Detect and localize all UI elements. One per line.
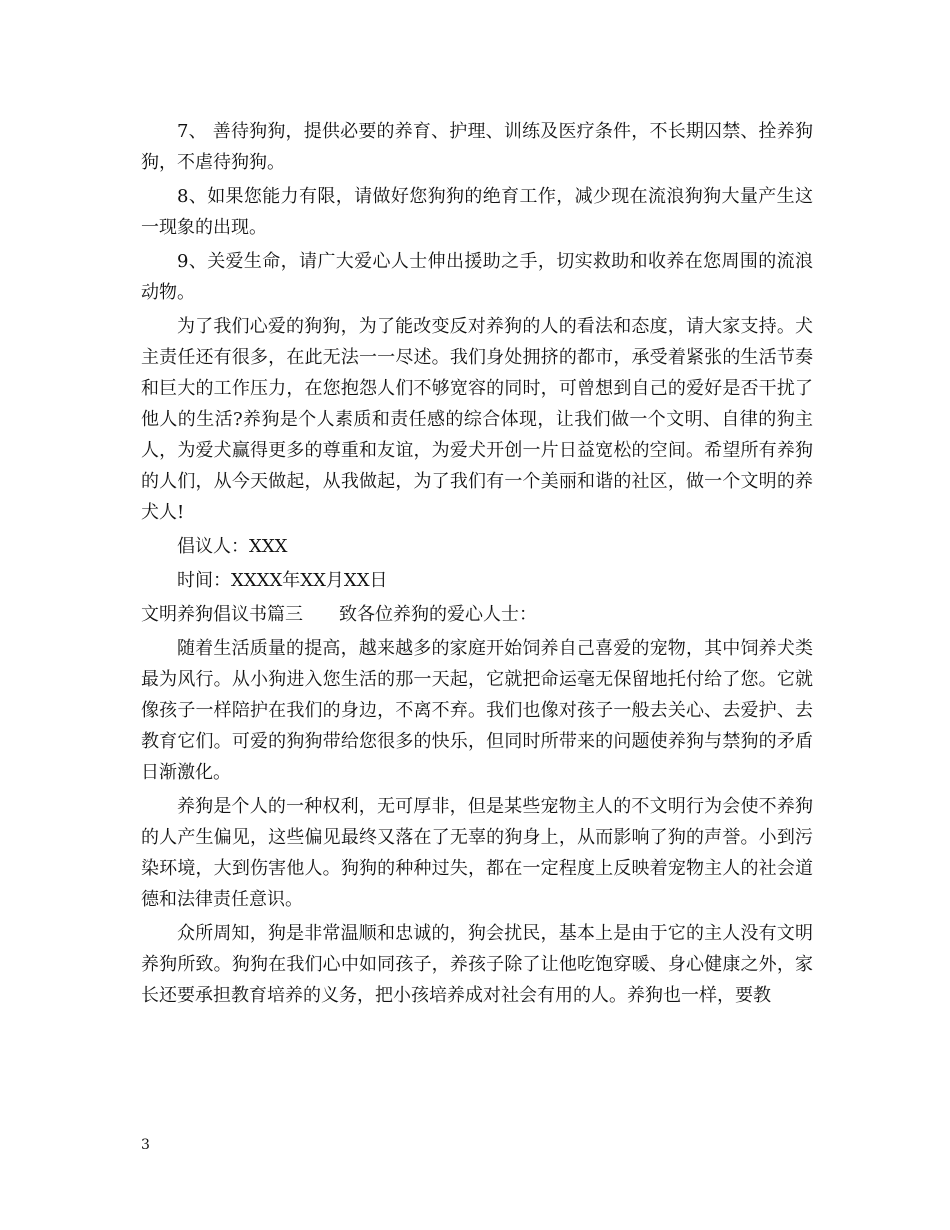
paragraph-loyalty: 众所周知，狗是非常温顺和忠诚的，狗会扰民，基本上是由于它的主人没有文明养狗所致。狗狗在我们心中如同孩子，养孩子除了让他吃饱穿暖、身心健康之外，家长还要承担教育培养的义务，把小孩培养成对社会有用的人。养狗也一样，要教 [141,923,813,1006]
date-line: 时间：XXXX年XX月XX日 [177,570,388,591]
paragraph-item-7: 7、 善待狗狗，提供必要的养育、护理、训练及医疗条件，不长期囚禁、拴养狗狗，不虐待狗狗。 [141,121,813,173]
paragraph-closing-appeal: 为了我们心爱的狗狗，为了能改变反对养狗的人的看法和态度，请大家支持。犬主责任还有很多，在此无法一一尽述。我们身处拥挤的都市，承受着紧张的生活节奏和巨大的工作压力，在您抱怨人们不够宽容的同时，可曾想到自己的爱好是否干扰了他人的生活?养狗是个人素质和责任感的综合体现，让我们做一个文明、自律的狗主人，为爱犬赢得更多的尊重和友谊，为爱犬开创一片日益宽松的空间。希望所有养狗的人们，从今天做起，从我做起，为了我们有一个美丽和谐的社区，做一个文明的养犬人! [141,316,813,523]
section-title: 文明养狗倡议书篇三 [141,604,303,625]
paragraph-intro: 随着生活质量的提高，越来越多的家庭开始饲养自己喜爱的宠物，其中饲养犬类最为风行。从小狗进入您生活的那一天起，它就把命运毫无保留地托付给了您。它就像孩子一样陪护在我们的身边，不离不弃。我们也像对孩子一般去关心、去爱护、去教育它们。可爱的狗狗带给您很多的快乐，但同时所带来的问题使养狗与禁狗的矛盾日渐激化。 [141,638,813,783]
paragraph-item-8: 8、如果您能力有限，请做好您狗狗的绝育工作，减少现在流浪狗狗大量产生这一现象的出现。 [141,186,813,238]
document-body [141,116,813,1014]
initiator-line: 倡议人：XXX [177,536,288,557]
section-title-line [141,599,813,630]
paragraph-item-9: 9、关爱生命，请广大爱心人士伸出援助之手，切实救助和收养在您周围的流浪动物。 [141,251,813,303]
page-number: 3 [141,1137,150,1153]
paragraph-rights: 养狗是个人的一种权利，无可厚非，但是某些宠物主人的不文明行为会使不养狗的人产生偏见，这些偏见最终又落在了无辜的狗身上，从而影响了狗的声誉。小到污染环境，大到伤害他人。狗狗的种种过失，都在一定程度上反映着宠物主人的社会道德和法律责任意识。 [141,796,813,910]
salutation: 致各位养狗的爱心人士： [339,604,537,625]
